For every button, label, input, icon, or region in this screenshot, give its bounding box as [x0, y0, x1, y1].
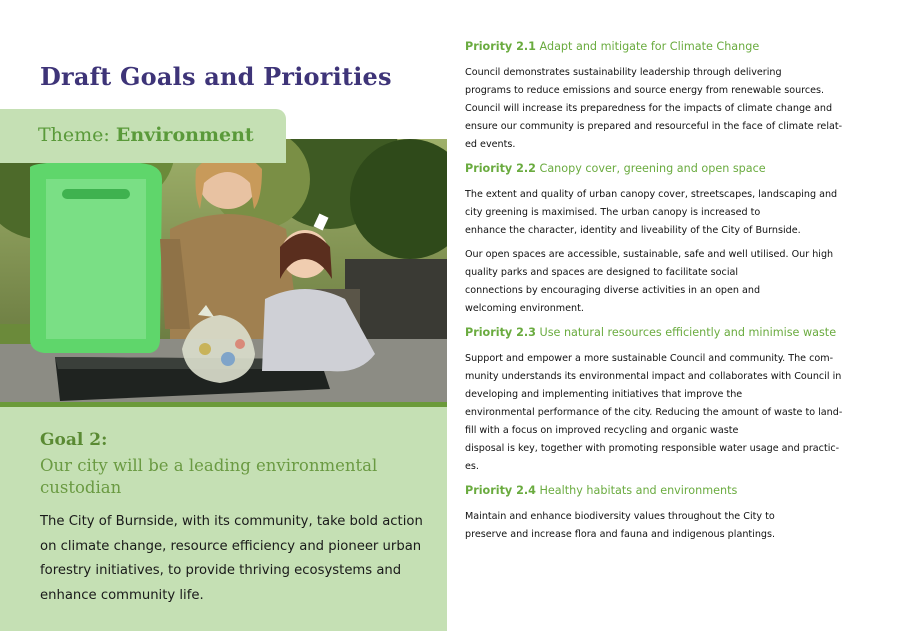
priority-title: Canopy cover, greening and open space — [539, 162, 766, 175]
theme-heading — [38, 124, 254, 146]
priority-2-4 — [465, 482, 875, 544]
text-line: ed events. — [465, 139, 516, 150]
priority-paragraph — [465, 508, 875, 544]
text-line: ensure our community is prepared and resourceful in the face of climate relat- — [465, 121, 843, 132]
text-line: quality parks and spaces are designed to facilitate social — [465, 267, 739, 278]
priority-number: Priority 2.4 — [465, 484, 536, 497]
priority-paragraph — [465, 186, 875, 240]
text-line: munity understands its environmental impact and collaborates with Council in — [465, 371, 842, 382]
priority-2-1 — [465, 38, 875, 154]
theme-prefix: Theme: — [38, 124, 110, 146]
text-line: disposal is key, together with promoting responsible water usage and practic- — [465, 443, 840, 454]
priority-heading — [465, 160, 875, 186]
priority-title: Healthy habitats and environments — [539, 484, 738, 497]
priorities-column — [465, 38, 875, 550]
text-line: preserve and increase flora and fauna and indigenous plantings. — [465, 529, 776, 540]
priority-number: Priority 2.2 — [465, 162, 536, 175]
text-line: welcoming environment. — [465, 303, 584, 314]
goal-title: Our city will be a leading environmental custodian — [40, 456, 378, 497]
left-column — [0, 0, 447, 631]
text-line: es. — [465, 461, 479, 472]
priority-heading — [465, 324, 875, 350]
text-line: Support and empower a more sustainable Council and community. The com- — [465, 353, 834, 364]
goal-label: Goal 2: — [40, 430, 108, 450]
priority-heading — [465, 38, 875, 64]
text-line: Our open spaces are accessible, sustainable, safe and well utilised. Our high — [465, 249, 834, 260]
theme-name: Environment — [115, 124, 254, 146]
priority-title: Adapt and mitigate for Climate Change — [539, 40, 760, 53]
priority-number: Priority 2.3 — [465, 326, 536, 339]
priority-2-3 — [465, 324, 875, 476]
text-line: Council demonstrates sustainability leadership through delivering — [465, 67, 782, 78]
text-line: enhance the character, identity and liveability of the City of Burnside. — [465, 225, 801, 236]
text-line: city greening is maximised. The urban canopy is increased to — [465, 207, 761, 218]
priority-paragraph — [465, 350, 875, 476]
text-line: Maintain and enhance biodiversity values throughout the City to — [465, 511, 775, 522]
priority-title: Use natural resources efficiently and minimise waste — [539, 326, 837, 339]
text-line: fill with a focus on improved recycling and organic waste — [465, 425, 739, 436]
text-line: developing and implementing initiatives that improve the — [465, 389, 743, 400]
text-line: environmental performance of the city. Reducing the amount of waste to land- — [465, 407, 843, 418]
priority-number: Priority 2.1 — [465, 40, 536, 53]
priority-2-2 — [465, 160, 875, 318]
text-line: programs to reduce emissions and source energy from renewable sources. — [465, 85, 825, 96]
hero-photo — [0, 139, 447, 402]
priority-paragraph — [465, 64, 875, 154]
page-title: Draft Goals and Priorities — [40, 62, 392, 91]
goal-body: The City of Burnside, with its community, take bold action on climate change, resource efficiency and pioneer urban forestry initiatives, to provide thriving ecosystems and enhance community life. — [40, 514, 423, 603]
text-line: connections by encouraging diverse activities in an open and — [465, 285, 761, 296]
priority-heading — [465, 482, 875, 508]
priority-paragraph — [465, 246, 875, 318]
text-line: Council will increase its preparedness for the impacts of climate change and — [465, 103, 833, 114]
text-line: The extent and quality of urban canopy cover, streetscapes, landscaping and — [465, 189, 838, 200]
